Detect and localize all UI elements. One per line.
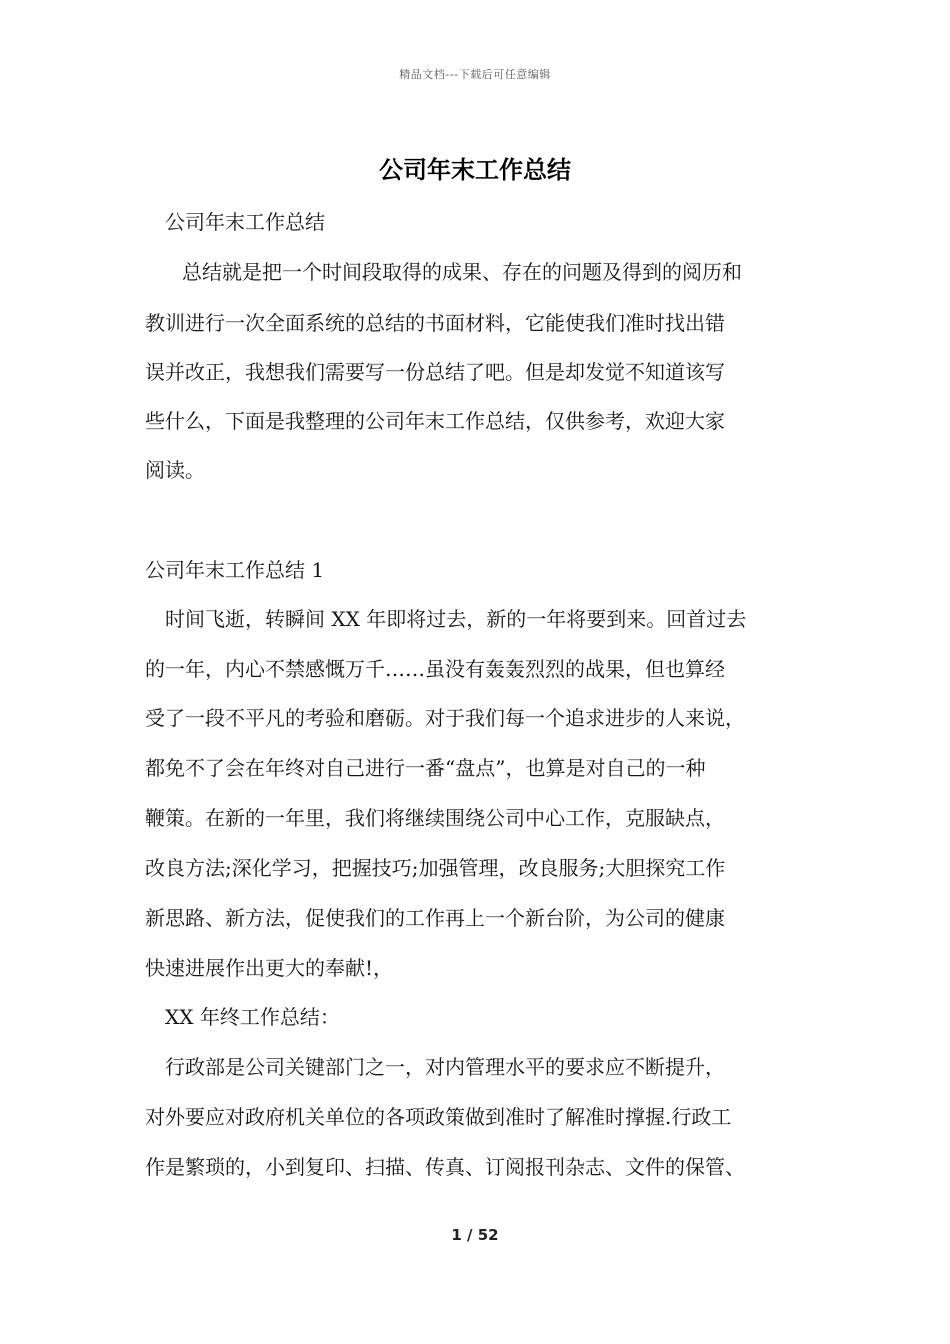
paragraph-line: 时间飞逝，转瞬间 XX 年即将过去，新的一年将要到来。回首过去 bbox=[165, 607, 747, 631]
paragraph-line: 改良方法;深化学习，把握技巧;加强管理，改良服务;大胆探究工作 bbox=[145, 856, 726, 880]
paragraph-line: 作是繁琐的，小到复印、扫描、传真、订阅报刊杂志、文件的保管、 bbox=[145, 1155, 745, 1179]
paragraph-line: 阅读。 bbox=[145, 458, 205, 482]
paragraph-line: 鞭策。在新的一年里，我们将继续围绕公司中心工作，克服缺点， bbox=[145, 806, 725, 830]
paragraph-line: 行政部是公司关键部门之一，对内管理水平的要求应不断提升， bbox=[165, 1055, 725, 1079]
paragraph-line: 总结就是把一个时间段取得的成果、存在的问题及得到的阅历和 bbox=[182, 260, 742, 284]
paragraph-line: 误并改正，我想我们需要写一份总结了吧。但是却发觉不知道该写 bbox=[145, 360, 725, 384]
paragraph-line: 些什么，下面是我整理的公司年末工作总结，仅供参考，欢迎大家 bbox=[145, 409, 725, 433]
section-heading: 公司年末工作总结 1 bbox=[145, 558, 325, 582]
paragraph-line: 新思路、新方法，促使我们的工作再上一个新台阶，为公司的健康 bbox=[145, 906, 725, 930]
subtitle-line: 公司年末工作总结 bbox=[165, 210, 325, 234]
paragraph-line: 的一年，内心不禁感慨万千……虽没有轰轰烈烈的战果，但也算经 bbox=[145, 657, 725, 681]
document-header-note: 精品文档---下载后可任意编辑 bbox=[399, 68, 551, 81]
paragraph-line: 对外要应对政府机关单位的各项政策做到准时了解准时撑握.行政工 bbox=[145, 1105, 732, 1129]
paragraph-line: 快速进展作出更大的奉献!， bbox=[145, 956, 394, 980]
paragraph-line: 都免不了会在年终对自己进行一番“盘点”，也算是对自己的一种 bbox=[145, 756, 706, 780]
paragraph-line: 受了一段不平凡的考验和磨砺。对于我们每一个追求进步的人来说， bbox=[145, 706, 745, 730]
document-title: 公司年末工作总结 bbox=[379, 156, 571, 184]
paragraph-line: 教训进行一次全面系统的总结的书面材料，它能使我们准时找出错 bbox=[145, 311, 725, 335]
page-number: 1 / 52 bbox=[451, 1226, 499, 1244]
section-heading: XX 年终工作总结： bbox=[165, 1005, 340, 1029]
